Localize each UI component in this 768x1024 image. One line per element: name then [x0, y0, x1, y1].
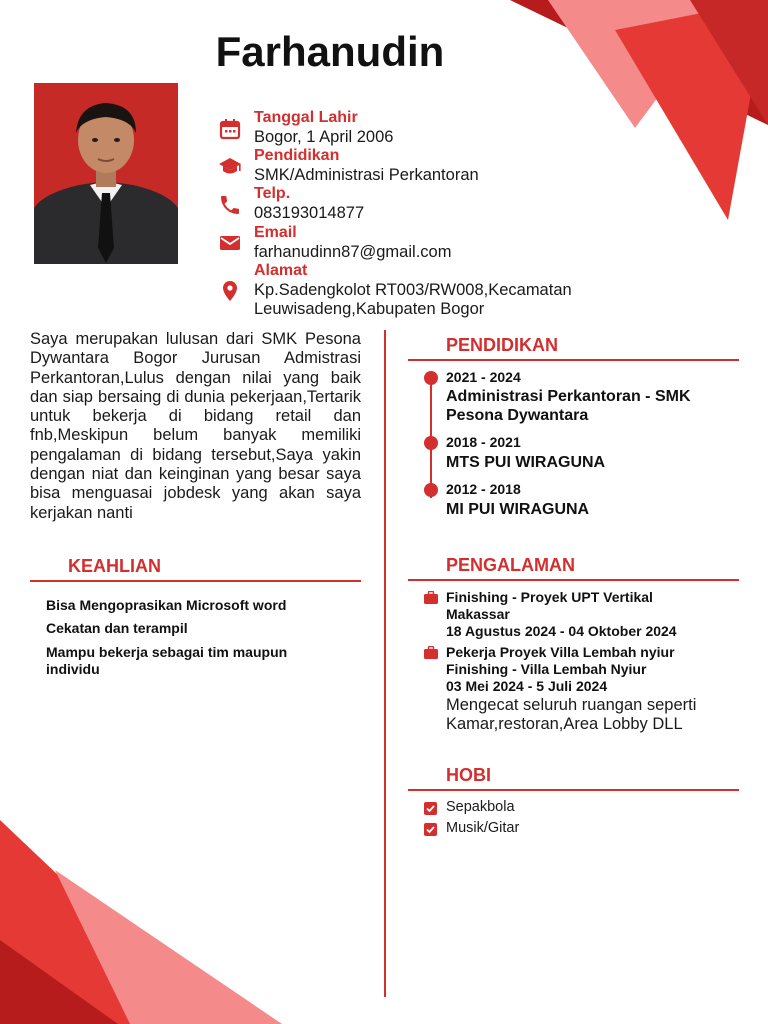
email-value: farhanudinn87@gmail.com [254, 243, 452, 261]
education-years: 2018 - 2021 [446, 434, 521, 450]
education-years: 2012 - 2018 [446, 481, 521, 497]
column-divider [384, 330, 386, 997]
phone-icon [218, 193, 242, 217]
skill-item: Cekatan dan terampil [46, 620, 188, 636]
experience-title-line: Pekerja Proyek Villa Lembah nyiur [446, 644, 675, 660]
education-school: MI PUI WIRAGUNA [446, 501, 590, 518]
education-value: SMK/Administrasi Perkantoran [254, 166, 479, 184]
birth-value: Bogor, 1 April 2006 [254, 128, 394, 146]
education-title: PENDIDIKAN [446, 335, 559, 355]
hobby-item: Sepakbola [446, 799, 515, 815]
education-school: Administrasi Perkantoran - SMK Pesona Dywantara [446, 388, 691, 424]
education-years: 2021 - 2024 [446, 369, 521, 385]
address-label: Alamat [254, 262, 308, 279]
briefcase-icon [424, 591, 438, 604]
calendar-icon [218, 117, 242, 141]
experience-title: PENGALAMAN [446, 555, 575, 575]
education-school: MTS PUI WIRAGUNA [446, 454, 606, 471]
timeline-dot [424, 483, 438, 497]
email-label: Email [254, 224, 297, 241]
full-name: Farhanudin [215, 28, 445, 75]
experience-rule [408, 579, 739, 581]
hobby-item: Musik/Gitar [446, 820, 520, 836]
skills-title: KEAHLIAN [68, 556, 161, 576]
birth-label: Tanggal Lahir [254, 109, 358, 126]
hobbies-title: HOBI [446, 765, 491, 785]
location-pin-icon [218, 279, 242, 303]
timeline-dot [424, 371, 438, 385]
hobbies-rule [408, 789, 739, 791]
briefcase-icon [424, 646, 438, 659]
phone-value: 083193014877 [254, 204, 365, 222]
education-label: Pendidikan [254, 147, 340, 164]
skill-item: Bisa Mengoprasikan Microsoft word [46, 597, 287, 613]
experience-title-line: Makassar [446, 606, 510, 622]
experience-dates: 03 Mei 2024 - 5 Juli 2024 [446, 678, 608, 694]
address-line-1: Kp.Sadengkolot RT003/RW008,Kecamatan [254, 281, 572, 299]
checkbox-icon [424, 802, 437, 815]
profile-summary: Saya merupakan lulusan dari SMK Pesona Dywantara Bogor Jurusan Admistrasi Perkantoran,Lulus dengan nilai yang baik dan siap bersaing di dunia pekerjaan,Tertarik untuk bekerja di bidang retail dan fnb,Meskipun belum banyak memiliki pengalaman di bidang tersebut,Saya yakin dengan niat dan keinginan yang besar saya bisa menguasai jobdesk yang akan saya kerjakan nanti [30, 330, 361, 522]
education-rule [408, 359, 739, 361]
checkbox-icon [424, 823, 437, 836]
experience-dates: 18 Agustus 2024 - 04 Oktober 2024 [446, 623, 677, 639]
timeline-dot [424, 436, 438, 450]
skills-rule [30, 580, 361, 582]
experience-title-line: Finishing - Villa Lembah Nyiur [446, 661, 647, 677]
experience-title-line: Finishing - Proyek UPT Vertikal [446, 589, 653, 605]
graduation-cap-icon [218, 155, 242, 179]
mail-icon [218, 231, 242, 255]
skill-item: Mampu bekerja sebagai tim maupun individu [46, 644, 288, 677]
address-line-2: Leuwisadeng,Kabupaten Bogor [254, 300, 485, 318]
experience-description: Mengecat seluruh ruangan seperti Kamar,restoran,Area Lobby DLL [446, 696, 697, 733]
profile-photo [34, 83, 178, 264]
phone-label: Telp. [254, 185, 291, 202]
